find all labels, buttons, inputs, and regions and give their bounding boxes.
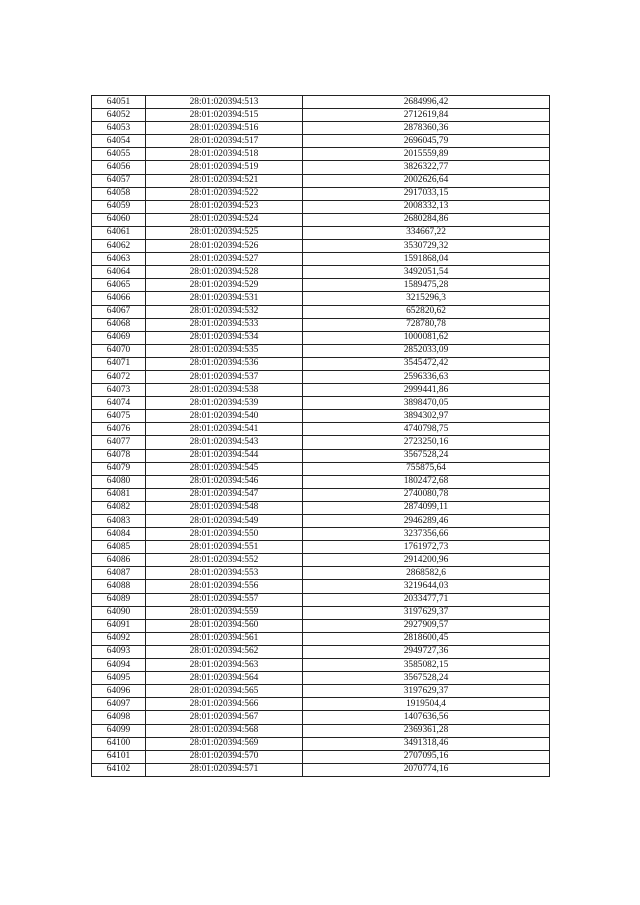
cadastral-value-cell: 3567528,24 xyxy=(303,449,550,462)
row-number-cell: 64082 xyxy=(92,501,146,514)
cadastral-value-cell: 2946289,46 xyxy=(303,515,550,528)
table-row xyxy=(92,737,550,750)
cadastral-number-cell: 28:01:020394:528 xyxy=(146,266,303,279)
cadastral-number-cell: 28:01:020394:560 xyxy=(146,619,303,632)
cadastral-value-cell: 2868582,6 xyxy=(303,567,550,580)
cadastral-number-cell: 28:01:020394:523 xyxy=(146,200,303,213)
table-row xyxy=(92,763,550,776)
cadastral-number-cell: 28:01:020394:571 xyxy=(146,763,303,776)
cadastral-number-cell: 28:01:020394:569 xyxy=(146,737,303,750)
cadastral-value-cell: 3898470,05 xyxy=(303,397,550,410)
table-row xyxy=(92,606,550,619)
cadastral-value-cell: 3491318,46 xyxy=(303,737,550,750)
row-number-cell: 64053 xyxy=(92,122,146,135)
cadastral-number-cell: 28:01:020394:570 xyxy=(146,750,303,763)
row-number-cell: 64083 xyxy=(92,515,146,528)
table-row xyxy=(92,488,550,501)
cadastral-value-cell: 2015559,89 xyxy=(303,148,550,161)
cadastral-value-cell: 1589475,28 xyxy=(303,279,550,292)
cadastral-number-cell: 28:01:020394:524 xyxy=(146,213,303,226)
row-number-cell: 64096 xyxy=(92,685,146,698)
cadastral-number-cell: 28:01:020394:568 xyxy=(146,724,303,737)
cadastral-value-cell: 2914200,96 xyxy=(303,554,550,567)
row-number-cell: 64092 xyxy=(92,632,146,645)
cadastral-value-cell: 4740798,75 xyxy=(303,423,550,436)
table-row xyxy=(92,449,550,462)
cadastral-value-cell: 2999441,86 xyxy=(303,384,550,397)
cadastral-number-cell: 28:01:020394:532 xyxy=(146,305,303,318)
table-row xyxy=(92,279,550,292)
row-number-cell: 64084 xyxy=(92,528,146,541)
cadastral-value-cell: 755875,64 xyxy=(303,462,550,475)
row-number-cell: 64064 xyxy=(92,266,146,279)
table-row xyxy=(92,724,550,737)
cadastral-number-cell: 28:01:020394:538 xyxy=(146,384,303,397)
row-number-cell: 64099 xyxy=(92,724,146,737)
cadastral-value-cell: 652820,62 xyxy=(303,305,550,318)
cadastral-value-cell: 3219644,03 xyxy=(303,580,550,593)
cadastral-value-cell: 3545472,42 xyxy=(303,357,550,370)
cadastral-number-cell: 28:01:020394:537 xyxy=(146,370,303,383)
row-number-cell: 64051 xyxy=(92,96,146,109)
row-number-cell: 64088 xyxy=(92,580,146,593)
row-number-cell: 64070 xyxy=(92,344,146,357)
table-row xyxy=(92,541,550,554)
cadastral-number-cell: 28:01:020394:552 xyxy=(146,554,303,567)
table-row xyxy=(92,226,550,239)
cadastral-value-cell: 2369361,28 xyxy=(303,724,550,737)
cadastral-number-cell: 28:01:020394:531 xyxy=(146,292,303,305)
cadastral-value-cell: 1761972,73 xyxy=(303,541,550,554)
cadastral-number-cell: 28:01:020394:547 xyxy=(146,488,303,501)
cadastral-value-cell: 3585082,15 xyxy=(303,659,550,672)
table-row xyxy=(92,122,550,135)
row-number-cell: 64089 xyxy=(92,593,146,606)
row-number-cell: 64076 xyxy=(92,423,146,436)
row-number-cell: 64077 xyxy=(92,436,146,449)
row-number-cell: 64085 xyxy=(92,541,146,554)
row-number-cell: 64081 xyxy=(92,488,146,501)
table-row xyxy=(92,515,550,528)
table-row xyxy=(92,659,550,672)
cadastral-value-cell: 3492051,54 xyxy=(303,266,550,279)
row-number-cell: 64101 xyxy=(92,750,146,763)
table-row xyxy=(92,96,550,109)
row-number-cell: 64059 xyxy=(92,200,146,213)
cadastral-value-cell: 2712619,84 xyxy=(303,109,550,122)
cadastral-number-cell: 28:01:020394:521 xyxy=(146,174,303,187)
row-number-cell: 64098 xyxy=(92,711,146,724)
cadastral-value-cell: 2949727,36 xyxy=(303,645,550,658)
cadastral-value-cell: 2874099,11 xyxy=(303,501,550,514)
cadastral-value-cell: 2002626,64 xyxy=(303,174,550,187)
cadastral-value-cell: 3197629,37 xyxy=(303,685,550,698)
table-row xyxy=(92,593,550,606)
cadastral-value-cell: 3215296,3 xyxy=(303,292,550,305)
table-row xyxy=(92,501,550,514)
row-number-cell: 64056 xyxy=(92,161,146,174)
table-row xyxy=(92,357,550,370)
cadastral-number-cell: 28:01:020394:557 xyxy=(146,593,303,606)
cadastral-value-cell: 2008332,13 xyxy=(303,200,550,213)
cadastral-number-cell: 28:01:020394:529 xyxy=(146,279,303,292)
cadastral-number-cell: 28:01:020394:562 xyxy=(146,645,303,658)
table-row xyxy=(92,436,550,449)
cadastral-number-cell: 28:01:020394:556 xyxy=(146,580,303,593)
cadastral-value-cell: 2707095,16 xyxy=(303,750,550,763)
cadastral-value-cell: 2680284,86 xyxy=(303,213,550,226)
table-row xyxy=(92,266,550,279)
cadastral-number-cell: 28:01:020394:551 xyxy=(146,541,303,554)
table-row xyxy=(92,292,550,305)
cadastral-value-table xyxy=(91,95,550,777)
row-number-cell: 64067 xyxy=(92,305,146,318)
cadastral-value-cell: 3567528,24 xyxy=(303,672,550,685)
row-number-cell: 64091 xyxy=(92,619,146,632)
table-row xyxy=(92,475,550,488)
cadastral-number-cell: 28:01:020394:516 xyxy=(146,122,303,135)
table-row xyxy=(92,462,550,475)
cadastral-number-cell: 28:01:020394:549 xyxy=(146,515,303,528)
cadastral-number-cell: 28:01:020394:526 xyxy=(146,240,303,253)
table-row xyxy=(92,370,550,383)
row-number-cell: 64094 xyxy=(92,659,146,672)
row-number-cell: 64072 xyxy=(92,370,146,383)
row-number-cell: 64052 xyxy=(92,109,146,122)
cadastral-value-cell: 728780,78 xyxy=(303,318,550,331)
table-row xyxy=(92,174,550,187)
cadastral-number-cell: 28:01:020394:527 xyxy=(146,253,303,266)
cadastral-number-cell: 28:01:020394:539 xyxy=(146,397,303,410)
cadastral-number-cell: 28:01:020394:566 xyxy=(146,698,303,711)
cadastral-number-cell: 28:01:020394:553 xyxy=(146,567,303,580)
row-number-cell: 64073 xyxy=(92,384,146,397)
table-row xyxy=(92,423,550,436)
table-row xyxy=(92,331,550,344)
cadastral-number-cell: 28:01:020394:567 xyxy=(146,711,303,724)
row-number-cell: 64086 xyxy=(92,554,146,567)
cadastral-number-cell: 28:01:020394:564 xyxy=(146,672,303,685)
table-row xyxy=(92,672,550,685)
table-row xyxy=(92,253,550,266)
row-number-cell: 64090 xyxy=(92,606,146,619)
row-number-cell: 64063 xyxy=(92,253,146,266)
table-row xyxy=(92,554,550,567)
row-number-cell: 64069 xyxy=(92,331,146,344)
cadastral-value-cell: 3826322,77 xyxy=(303,161,550,174)
cadastral-number-cell: 28:01:020394:545 xyxy=(146,462,303,475)
cadastral-number-cell: 28:01:020394:546 xyxy=(146,475,303,488)
table-row xyxy=(92,384,550,397)
table-row xyxy=(92,750,550,763)
row-number-cell: 64097 xyxy=(92,698,146,711)
table-row xyxy=(92,410,550,423)
cadastral-value-cell: 2852033,09 xyxy=(303,344,550,357)
cadastral-number-cell: 28:01:020394:533 xyxy=(146,318,303,331)
cadastral-number-cell: 28:01:020394:515 xyxy=(146,109,303,122)
row-number-cell: 64074 xyxy=(92,397,146,410)
table-row xyxy=(92,161,550,174)
table-row xyxy=(92,397,550,410)
row-number-cell: 64060 xyxy=(92,213,146,226)
cadastral-value-cell: 1000081,62 xyxy=(303,331,550,344)
cadastral-number-cell: 28:01:020394:548 xyxy=(146,501,303,514)
cadastral-value-cell: 2878360,36 xyxy=(303,122,550,135)
table-row xyxy=(92,528,550,541)
row-number-cell: 64058 xyxy=(92,187,146,200)
cadastral-value-cell: 2070774,16 xyxy=(303,763,550,776)
table-row xyxy=(92,632,550,645)
table-row xyxy=(92,148,550,161)
cadastral-number-cell: 28:01:020394:541 xyxy=(146,423,303,436)
cadastral-value-cell: 1591868,04 xyxy=(303,253,550,266)
table-row xyxy=(92,580,550,593)
cadastral-number-cell: 28:01:020394:536 xyxy=(146,357,303,370)
cadastral-value-cell: 3530729,32 xyxy=(303,240,550,253)
cadastral-number-cell: 28:01:020394:522 xyxy=(146,187,303,200)
row-number-cell: 64079 xyxy=(92,462,146,475)
table-row xyxy=(92,305,550,318)
table-row xyxy=(92,698,550,711)
table-row xyxy=(92,135,550,148)
row-number-cell: 64062 xyxy=(92,240,146,253)
row-number-cell: 64078 xyxy=(92,449,146,462)
table-row xyxy=(92,200,550,213)
cadastral-value-cell: 334667,22 xyxy=(303,226,550,239)
row-number-cell: 64071 xyxy=(92,357,146,370)
row-number-cell: 64080 xyxy=(92,475,146,488)
cadastral-number-cell: 28:01:020394:518 xyxy=(146,148,303,161)
row-number-cell: 64075 xyxy=(92,410,146,423)
cadastral-number-cell: 28:01:020394:565 xyxy=(146,685,303,698)
cadastral-value-cell: 2596336,63 xyxy=(303,370,550,383)
cadastral-value-cell: 2917033,15 xyxy=(303,187,550,200)
cadastral-value-cell: 3894302,97 xyxy=(303,410,550,423)
table-row xyxy=(92,645,550,658)
row-number-cell: 64068 xyxy=(92,318,146,331)
cadastral-value-cell: 3197629,37 xyxy=(303,606,550,619)
table-row xyxy=(92,711,550,724)
row-number-cell: 64065 xyxy=(92,279,146,292)
cadastral-value-cell: 1802472,68 xyxy=(303,475,550,488)
table-row xyxy=(92,240,550,253)
row-number-cell: 64102 xyxy=(92,763,146,776)
cadastral-value-cell: 2927909,57 xyxy=(303,619,550,632)
table-row xyxy=(92,567,550,580)
cadastral-value-cell: 2818600,45 xyxy=(303,632,550,645)
cadastral-value-cell: 2723250,16 xyxy=(303,436,550,449)
cadastral-value-cell: 2684996,42 xyxy=(303,96,550,109)
table-row xyxy=(92,318,550,331)
row-number-cell: 64095 xyxy=(92,672,146,685)
cadastral-number-cell: 28:01:020394:543 xyxy=(146,436,303,449)
cadastral-number-cell: 28:01:020394:550 xyxy=(146,528,303,541)
cadastral-number-cell: 28:01:020394:535 xyxy=(146,344,303,357)
cadastral-number-cell: 28:01:020394:513 xyxy=(146,96,303,109)
row-number-cell: 64066 xyxy=(92,292,146,305)
cadastral-number-cell: 28:01:020394:519 xyxy=(146,161,303,174)
cadastral-value-cell: 2740080,78 xyxy=(303,488,550,501)
row-number-cell: 64093 xyxy=(92,645,146,658)
table-row xyxy=(92,213,550,226)
row-number-cell: 64054 xyxy=(92,135,146,148)
cadastral-number-cell: 28:01:020394:544 xyxy=(146,449,303,462)
cadastral-number-cell: 28:01:020394:525 xyxy=(146,226,303,239)
table-row xyxy=(92,109,550,122)
cadastral-value-cell: 3237356,66 xyxy=(303,528,550,541)
row-number-cell: 64100 xyxy=(92,737,146,750)
cadastral-number-cell: 28:01:020394:559 xyxy=(146,606,303,619)
table-row xyxy=(92,344,550,357)
table-row xyxy=(92,685,550,698)
cadastral-number-cell: 28:01:020394:561 xyxy=(146,632,303,645)
cadastral-number-cell: 28:01:020394:540 xyxy=(146,410,303,423)
table-row xyxy=(92,619,550,632)
cadastral-value-cell: 1919504,4 xyxy=(303,698,550,711)
cadastral-number-cell: 28:01:020394:563 xyxy=(146,659,303,672)
row-number-cell: 64055 xyxy=(92,148,146,161)
row-number-cell: 64087 xyxy=(92,567,146,580)
cadastral-value-cell: 2696045,79 xyxy=(303,135,550,148)
row-number-cell: 64057 xyxy=(92,174,146,187)
cadastral-value-cell: 1407636,56 xyxy=(303,711,550,724)
cadastral-value-cell: 2033477,71 xyxy=(303,593,550,606)
cadastral-number-cell: 28:01:020394:534 xyxy=(146,331,303,344)
cadastral-number-cell: 28:01:020394:517 xyxy=(146,135,303,148)
table-row xyxy=(92,187,550,200)
table-body xyxy=(92,96,550,777)
row-number-cell: 64061 xyxy=(92,226,146,239)
